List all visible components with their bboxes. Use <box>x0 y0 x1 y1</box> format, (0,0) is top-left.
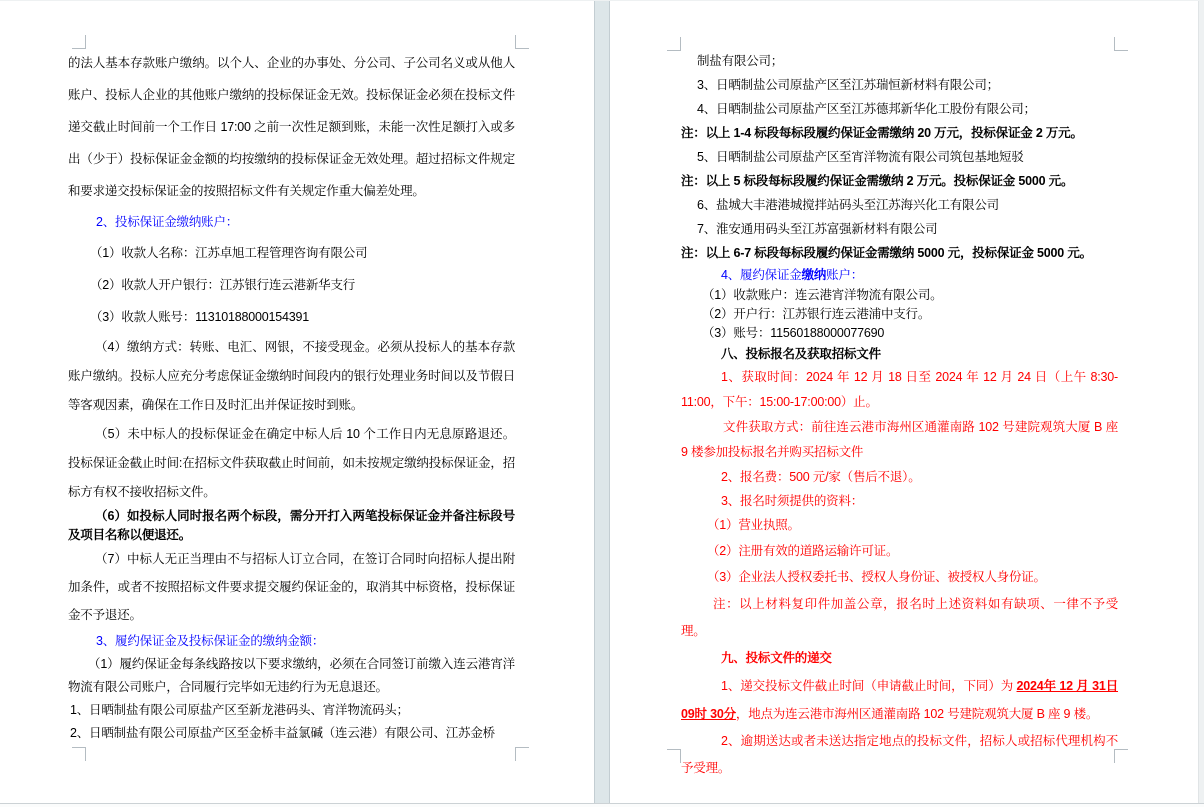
heading-bid-deposit-account: 2、投标保证金缴纳账户： <box>96 215 239 229</box>
paragraph-obtain-method: 文件获取方式：前往连云港市海州区通灌南路 102 号建院观筑大厦 B 座 9 楼参加投标报名并购买招标文件 <box>681 420 1118 459</box>
text-boundary-mark <box>667 37 681 51</box>
list-item-route-3: 3、日晒制盐公司原盐产区至江苏瑞恒新材料有限公司； <box>697 78 999 92</box>
submission-deadline-datetime: 2024年 12 月 31日 09时 30分 <box>681 679 1118 721</box>
left-page-text-column <box>68 47 515 745</box>
list-item-payee-account-number: （3）收款人账号：11310188000154391 <box>90 310 310 324</box>
list-item-route-2: 2、日晒制盐有限公司原盐产区至金桥丰益氯碱（连云港）有限公司、江苏金桥 <box>70 726 495 740</box>
heading-registration-and-documents: 八、投标报名及获取招标文件 <box>721 347 881 361</box>
paragraph-late-submission: 2、逾期送达或者未送达指定地点的投标文件，招标人或招标代理机构不予受理。 <box>681 734 1118 775</box>
list-item-route-4: 4、日晒制盐公司原盐产区至江苏德邦新华化工股份有限公司； <box>697 102 1036 116</box>
paragraph-performance-bond-rule: （1）履约保证金每条线路按以下要求缴纳，必须在合同签订前缴入连云港宵洋物流有限公司账户，合同履行完毕如无违约行为无息退还。 <box>68 657 515 694</box>
list-item-payee-bank: （2）收款人开户银行：江苏银行连云港新华支行 <box>90 278 356 292</box>
list-item-route-2-continued: 制盐有限公司； <box>697 54 784 68</box>
paragraph-required-materials: 3、报名时须提供的资料： <box>721 494 864 508</box>
paragraph-obtain-time: 1、获取时间：2024 年 12 月 18 日至 2024 年 12 月 24 日（上午 8:30-11:00，下午：15:00-17:00:00）止。 <box>681 370 1118 409</box>
heading-performance-bond-account-pre: 4、履约保证金 <box>721 268 802 282</box>
list-item-payee-name: （1）收款人名称：江苏卓旭工程管理咨询有限公司 <box>90 246 368 260</box>
heading-performance-bond-account-post: 账户： <box>826 268 864 282</box>
paragraph-payment-method: （4）缴纳方式：转账、电汇、网银，不接受现金。必须从投标人的基本存款账户缴纳。投标人应充分考虑保证金缴纳时间段内的银行处理业务时间以及节假日等客观因素，确保在工作日及时汇出并保证按时到账。 <box>68 340 515 412</box>
text-boundary-mark <box>515 35 529 49</box>
list-item-bond-bank: （2）开户行：江苏银行连云港浦中支行。 <box>702 307 931 321</box>
note-sections-6-7-deposit: 注：以上 6-7 标段每标段履约保证金需缴纳 5000 元，投标保证金 5000 元。 <box>681 246 1092 260</box>
heading-performance-bond-account <box>681 265 1118 286</box>
list-item-authorization-documents: （3）企业法人授权委托书、授权人身份证、被授权人身份证。 <box>707 570 1046 584</box>
note-sections-1-4-deposit: 注：以上 1-4 标段每标段履约保证金需缴纳 20 万元，投标保证金 2 万元。 <box>681 126 1083 140</box>
list-item-route-6: 6、盐城大丰港港城搅拌站码头至江苏海兴化工有限公司 <box>697 198 999 212</box>
submission-deadline-post: ，地点为连云港市海州区通灌南路 102 号建院观筑大厦 B 座 9 楼。 <box>735 707 1099 721</box>
paragraph-winner-obligations: （7）中标人无正当理由不与招标人订立合同，在签订合同时向招标人提出附加条件，或者不按照招标文件要求提交履约保证金的，取消其中标资格，投标保证金不予退还。 <box>68 552 515 622</box>
list-item-route-5: 5、日晒制盐公司原盐产区至宵洋物流有限公司筑包基地短驳 <box>697 150 1024 164</box>
paragraph-registration-fee: 2、报名费：500 元/家（售后不退）。 <box>721 470 921 484</box>
note-materials-stamp: 注：以上材料复印件加盖公章，报名时上述资料如有缺项、一律不予受理。 <box>681 597 1118 638</box>
text-boundary-mark <box>515 747 529 761</box>
page-right-edge <box>1198 1 1204 803</box>
heading-performance-bond-account-bold: 缴纳 <box>801 268 827 282</box>
list-item-route-1: 1、日晒制盐有限公司原盐产区至新龙港码头、宵洋物流码头； <box>70 703 409 717</box>
pages-bottom-edge <box>0 803 1204 807</box>
paragraph-deposit-refund: （5）未中标人的投标保证金在确定中标人后 10 个工作日内无息原路退还。投标保证金截止时间:在招标文件获取截止时间前，如未按规定缴纳投标保证金，招标方有权不接收招标文件。 <box>68 427 515 499</box>
heading-performance-bond-amounts: 3、履约保证金及投标保证金的缴纳金额： <box>96 634 325 648</box>
list-item-route-7: 7、淮安通用码头至江苏富强新材料有限公司 <box>697 222 938 236</box>
paragraph-deposit-payment-rules: 的法人基本存款账户缴纳。以个人、企业的办事处、分公司、子公司名义或从他人账户、投标人企业的其他账户缴纳的投标保证金无效。投标保证金必须在投标文件递交截止时间前一个工作日 17:00 之前一次性足额到账，未能一次性足额打入或多出（少于）投标保证金金额的均按缴纳的投标保证金无效处理。超过招标文件规定和要求递交投标保证金的按照招标文件有关规定作重大偏差处理。 <box>68 56 515 198</box>
list-item-transport-permit: （2）注册有效的道路运输许可证。 <box>707 544 899 558</box>
text-boundary-mark <box>72 747 86 761</box>
list-item-bond-account-number: （3）账号：11560188000077690 <box>702 326 885 340</box>
list-item-bond-payee: （1）收款账户：连云港宵洋物流有限公司。 <box>702 288 943 302</box>
note-section-5-deposit: 注：以上 5 标段每标段履约保证金需缴纳 2 万元。投标保证金 5000 元。 <box>681 174 1074 188</box>
heading-bid-submission: 九、投标文件的递交 <box>721 651 832 665</box>
list-item-business-license: （1）营业执照。 <box>707 518 800 532</box>
right-page-text-column <box>681 49 1118 782</box>
paragraph-two-sections-note: （6）如投标人同时报名两个标段，需分开打入两笔投标保证金并备注标段号及项目名称以便退还。 <box>68 509 515 542</box>
paragraph-submission-deadline <box>681 672 1118 728</box>
page-gap <box>594 1 610 803</box>
submission-deadline-pre: 1、递交投标文件截止时间（申请截止时间，下同）为 <box>721 679 1017 693</box>
text-boundary-mark <box>667 749 681 763</box>
